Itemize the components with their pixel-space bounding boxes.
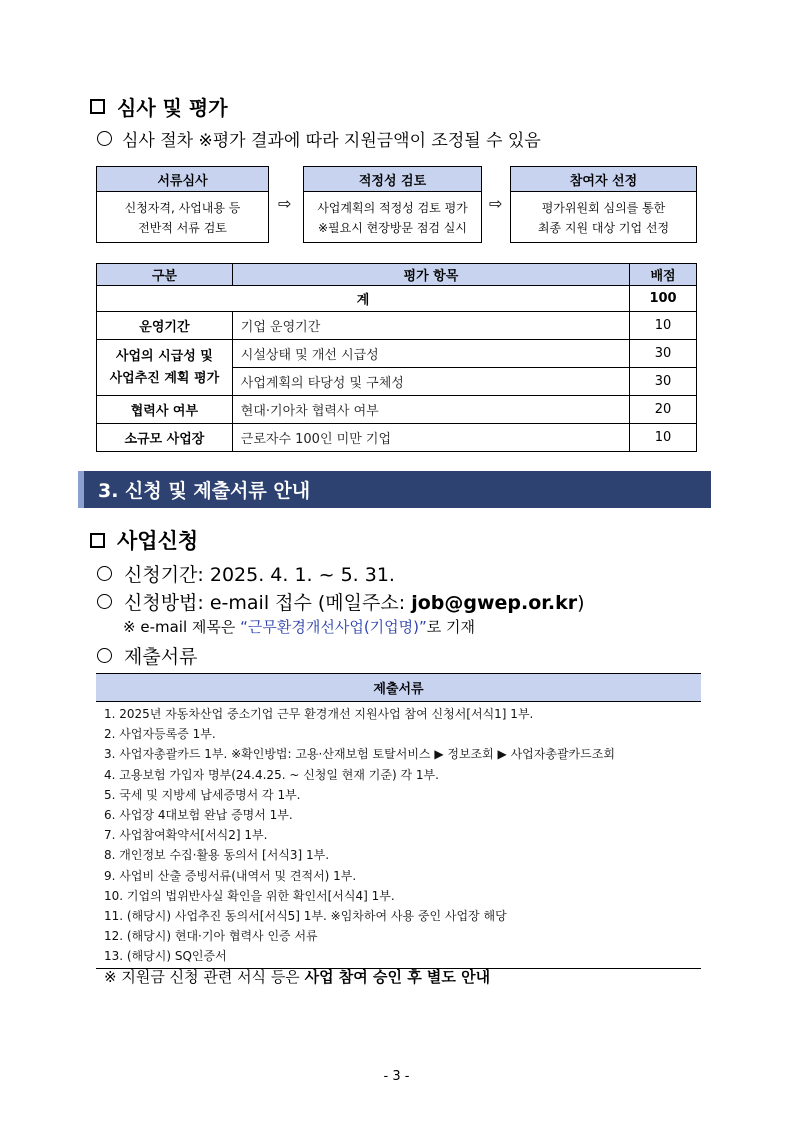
- flow-step-line: 최종 지원 대상 기업 선정: [537, 220, 670, 235]
- period-text: 신청기간: 2025. 4. 1. ~ 5. 31.: [124, 564, 395, 586]
- section-title: 심사 및 평가: [117, 96, 228, 120]
- circle-bullet-icon: [97, 131, 112, 146]
- arrow-right-icon: ⇨: [489, 194, 503, 213]
- table-row: [97, 340, 697, 368]
- column-header: 구분: [97, 264, 233, 286]
- flow-step-line: 평가위원회 심의를 통한: [541, 200, 666, 215]
- item-cell: 근로자수 100인 미만 기업: [232, 424, 629, 452]
- docs-header: 제출서류: [96, 673, 701, 702]
- flow-step-line: 전반적 서류 검토: [138, 220, 227, 235]
- points-cell: 30: [630, 340, 697, 368]
- flow-step-line: 신청자격, 사업내용 등: [124, 200, 241, 215]
- category-cell: 소규모 사업장: [97, 424, 233, 452]
- list-item: 1. 2025년 자동차산업 중소기업 근무 환경개선 지원사업 참여 신청서[서식1] 1부.: [104, 707, 534, 721]
- category-cell: 협력사 여부: [97, 396, 233, 424]
- checkbox-square-icon: [90, 533, 105, 548]
- section-title: 사업신청: [117, 529, 199, 553]
- item-cell: 기업 운영기간: [232, 312, 629, 340]
- column-header: 평가 항목: [232, 264, 629, 286]
- points-cell: 30: [630, 368, 697, 396]
- list-item: 13. (해당시) SQ인증서: [104, 949, 227, 964]
- list-item: 7. 사업참여확약서[서식2] 1부.: [104, 828, 268, 843]
- list-item: 6. 사업장 4대보험 완납 증명서 1부.: [104, 807, 293, 822]
- table-row: [97, 396, 697, 424]
- table-header-row: [97, 264, 697, 286]
- list-item: 5. 국세 및 지방세 납세증명서 각 1부.: [104, 787, 301, 802]
- circle-bullet-icon: [97, 648, 112, 663]
- method-suffix: ): [577, 592, 585, 614]
- category-line: 사업의 시급성 및: [115, 348, 213, 364]
- flow-step-line: 사업계획의 적정성 검토 평가: [317, 200, 468, 215]
- list-item: 9. 사업비 산출 증빙서류(내역서 및 견적서) 1부.: [104, 868, 357, 883]
- column-header: 배점: [630, 264, 697, 286]
- submission-docs-heading: [97, 642, 197, 669]
- submission-docs-box: [96, 673, 701, 969]
- method-text: 신청방법: e-mail 접수 (메일주소:: [124, 592, 406, 614]
- table-total-row: [97, 286, 697, 312]
- banner-title: 3. 신청 및 제출서류 안내: [98, 480, 311, 502]
- page-number: - 3 -: [383, 1069, 410, 1084]
- item-cell: 사업계획의 타당성 및 구체성: [232, 368, 629, 396]
- flow-step-title: 적정성 검토: [304, 167, 481, 192]
- application-method: [97, 588, 585, 615]
- points-cell: 10: [630, 424, 697, 452]
- item-cell: 현대·기아차 협력사 여부: [232, 396, 629, 424]
- docs-label: 제출서류: [124, 646, 198, 668]
- table-row: [97, 312, 697, 340]
- docs-list: [96, 702, 701, 969]
- section-heading-review: [90, 92, 228, 121]
- circle-bullet-icon: [97, 594, 112, 609]
- list-item: 12. (해당시) 현대·기아 협력사 인증 서류: [104, 929, 318, 944]
- flow-step-line: ※필요시 현장방문 점검 실시: [317, 220, 467, 235]
- list-item: 10. 기업의 법위반사실 확인을 위한 확인서[서식4] 1부.: [104, 888, 395, 903]
- note-subject: “근무환경개선사업(기업명)”: [240, 618, 427, 636]
- footnote-prefix: ※ 지원금 신청 관련 서식 등은: [104, 968, 300, 986]
- category-cell: [97, 340, 233, 396]
- flow-step-title: 참여자 선정: [511, 167, 696, 192]
- table-row: [97, 424, 697, 452]
- checkbox-square-icon: [90, 99, 105, 114]
- note-prefix: ※ e-mail 제목은: [123, 618, 236, 636]
- category-line: 사업추진 계획 평가: [109, 370, 220, 386]
- email-address: job@gwep.or.kr: [411, 592, 578, 614]
- flow-step-document-review: [96, 166, 269, 243]
- circle-bullet-icon: [97, 566, 112, 581]
- list-item: 8. 개인정보 수집·활용 동의서 [서식3] 1부.: [104, 848, 330, 863]
- note-suffix: 로 기재: [426, 618, 476, 636]
- section-heading-application: [90, 525, 198, 555]
- item-cell: 시설상태 및 개선 시급성: [232, 340, 629, 368]
- total-label: 계: [97, 286, 630, 312]
- flow-step-selection: [510, 166, 697, 243]
- points-cell: 20: [630, 396, 697, 424]
- category-cell: 운영기간: [97, 312, 233, 340]
- banner-accent: [78, 471, 84, 508]
- arrow-right-icon: ⇨: [278, 194, 292, 213]
- list-item: 3. 사업자총괄카드 1부. ※확인방법: 고용·산재보험 토탈서비스 ▶ 정보조회 ▶ 사업자총괄카드조회: [104, 747, 615, 762]
- list-item: 11. (해당시) 사업추진 동의서[서식5] 1부. ※임차하여 사용 중인 사업장 해당: [104, 908, 507, 923]
- total-points: 100: [630, 286, 697, 312]
- flow-step-adequacy-review: [303, 166, 482, 243]
- review-procedure-subtitle: [97, 126, 541, 151]
- flow-step-title: 서류심사: [97, 167, 268, 192]
- footnote-bold: 사업 참여 승인 후 별도 안내: [304, 968, 491, 986]
- footnote: [104, 966, 490, 987]
- email-subject-note: [123, 616, 475, 637]
- list-item: 4. 고용보험 가입자 명부(24.4.25. ~ 신청일 현재 기준) 각 1부.: [104, 767, 439, 782]
- list-item: 2. 사업자등록증 1부.: [104, 727, 216, 742]
- evaluation-table: [96, 263, 697, 452]
- points-cell: 10: [630, 312, 697, 340]
- subtitle-text: 심사 절차 ※평가 결과에 따라 지원금액이 조정될 수 있음: [122, 131, 541, 151]
- section-banner: [78, 471, 711, 508]
- application-period: [97, 560, 395, 587]
